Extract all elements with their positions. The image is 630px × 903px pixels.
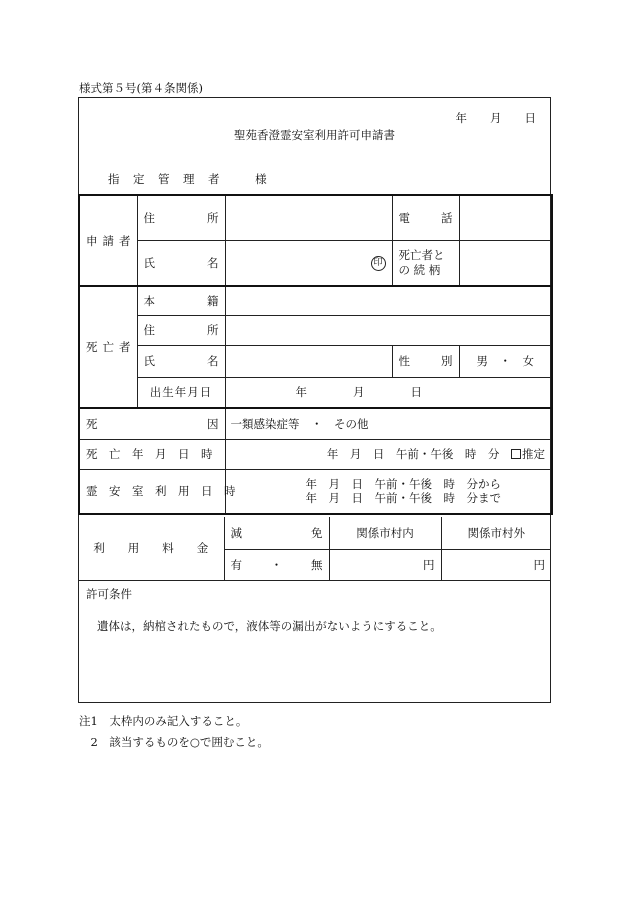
form-number: 様式第５号(第４条関係) [79, 81, 203, 95]
in-city-fee[interactable]: 円 [329, 549, 441, 580]
use-to-value: 年 月 日 午前・午後 時 分まで [305, 491, 501, 506]
exemption-options[interactable]: 有 ・ 無 [224, 549, 329, 580]
applicant-name-label: 氏 名 [137, 240, 225, 286]
applicant-phone-field[interactable] [459, 195, 552, 240]
estimate-option[interactable]: 推定 [511, 447, 545, 461]
applicant-relation-label: 死亡者と の 続 柄 [392, 240, 459, 286]
applicant-relation-field[interactable] [459, 240, 552, 286]
applicant-address-label: 住 所 [137, 195, 225, 240]
deceased-name-label: 氏 名 [137, 345, 225, 377]
deceased-domicile-field[interactable] [225, 286, 552, 315]
applicant-address-field[interactable] [225, 195, 392, 240]
application-form [78, 97, 551, 703]
date-line[interactable]: 年 月 日 [455, 111, 536, 125]
addressee [108, 171, 268, 187]
exemption-label: 減 免 [224, 517, 329, 549]
estimate-checkbox[interactable] [511, 449, 521, 459]
applicant-deceased-table [78, 194, 553, 515]
deceased-address-label: 住 所 [137, 315, 225, 345]
use-datetime-label: 霊 安 室 利 用 日 時 [79, 469, 225, 514]
form-title: 聖苑香澄霊安室利用許可申請書 [234, 128, 395, 142]
applicant-group-label: 申請者 [79, 195, 137, 286]
deceased-domicile-label: 本 籍 [137, 286, 225, 315]
seal-mark: 印 [371, 256, 386, 271]
death-datetime-value: 年 月 日 午前・午後 時 分 [326, 447, 500, 461]
in-city-label: 関係市村内 [329, 517, 441, 549]
cause-of-death-label: 死 因 [79, 408, 225, 439]
applicant-name-field[interactable] [225, 240, 392, 286]
use-datetime-field[interactable] [225, 469, 552, 514]
applicant-phone-label: 電 話 [392, 195, 459, 240]
deceased-sex-label: 性 別 [392, 345, 459, 377]
deceased-sex-options[interactable]: 男 ・ 女 [459, 345, 552, 377]
addressee-label: 指 定 管 理 者 [108, 172, 221, 186]
death-datetime-label: 死 亡 年 月 日 時 [79, 439, 225, 469]
death-datetime-field[interactable] [225, 439, 552, 469]
addressee-suffix: 様 [255, 172, 268, 186]
conditions-text: 遺体は，納棺されたもので，液体等の漏出がないようにすること。 [97, 619, 442, 633]
note-1: 注1 太枠内のみ記入すること。 [79, 714, 248, 728]
note-2: 2 該当するものを○で囲むこと。 [79, 735, 269, 749]
deceased-address-field[interactable] [225, 315, 552, 345]
deceased-birth-field[interactable]: 年 月 日 [225, 377, 552, 408]
deceased-name-field[interactable] [225, 345, 392, 377]
cause-of-death-options[interactable]: 一類感染症等 ・ その他 [225, 408, 552, 439]
conditions-title: 許可条件 [86, 587, 132, 601]
deceased-group-label: 死亡者 [79, 286, 137, 408]
use-from-value: 年 月 日 午前・午後 時 分から [305, 477, 501, 492]
deceased-birth-label: 出生年月日 [137, 377, 225, 408]
fee-table [78, 517, 551, 581]
out-city-label: 関係市村外 [441, 517, 551, 549]
out-city-fee[interactable]: 円 [441, 549, 551, 580]
fee-label: 利 用 料 金 [78, 517, 224, 580]
